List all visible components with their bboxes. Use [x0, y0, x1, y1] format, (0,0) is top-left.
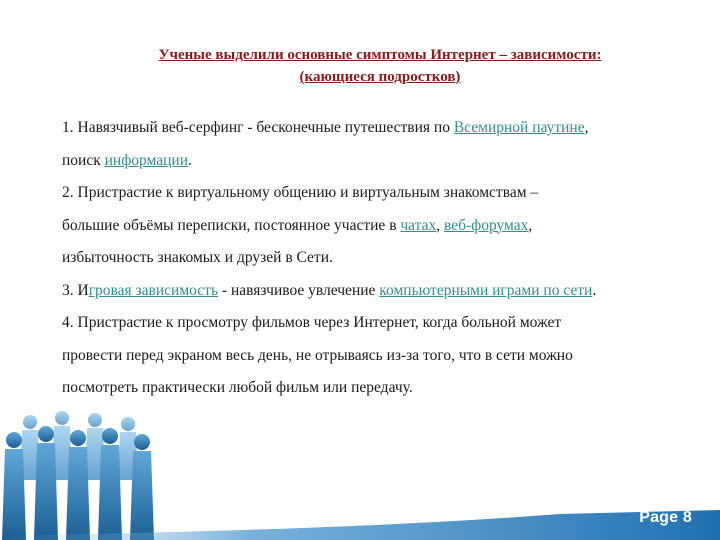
title-line-2: (кающиеся подростков)	[299, 69, 461, 85]
link-information[interactable]: информации	[104, 151, 188, 169]
list-item-4-line-2: провести перед экраном весь день, не отрываясь из-за того, что в сети можно	[62, 346, 573, 364]
symptom-list	[62, 112, 702, 405]
list-item-4-line-1: 4. Пристрастие к просмотру фильмов через Интернет, когда больной может	[62, 314, 562, 331]
footer-bar	[0, 510, 720, 540]
slide-title	[60, 44, 700, 88]
list-item-3: 3. Игровая зависимость - навязчивое увлечение компьютерными играми по сети.	[62, 281, 597, 299]
list-item-1-line-2: поиск информации.	[62, 151, 192, 169]
list-item-2-line-2: большие объёмы переписки, постоянное участие в чатах, веб-форумах,	[62, 216, 533, 234]
link-web-forums[interactable]: веб-форумах	[444, 216, 529, 234]
title-line-1: Ученые выделили основные симптомы Интернет – зависимости:	[158, 47, 602, 63]
list-item-1-line-1: 1. Навязчивый веб-серфинг - бесконечные путешествия по Всемирной паутине,	[62, 119, 589, 136]
link-chats[interactable]: чатах	[400, 216, 437, 234]
link-world-wide-web[interactable]: Всемирной паутине	[453, 119, 585, 136]
link-online-games[interactable]: компьютерными играми по сети	[379, 281, 593, 299]
link-gaming-addiction[interactable]: гровая зависимость	[88, 281, 219, 299]
page-number: Page 8	[639, 509, 692, 526]
list-item-2-line-1: 2. Пристрастие к виртуальному общению и виртуальным знакомствам –	[62, 184, 539, 201]
list-item-4-line-3: посмотреть практически любой фильм или передачу.	[62, 379, 413, 396]
list-item-2-line-3: избыточность знакомых и друзей в Сети.	[62, 249, 333, 266]
